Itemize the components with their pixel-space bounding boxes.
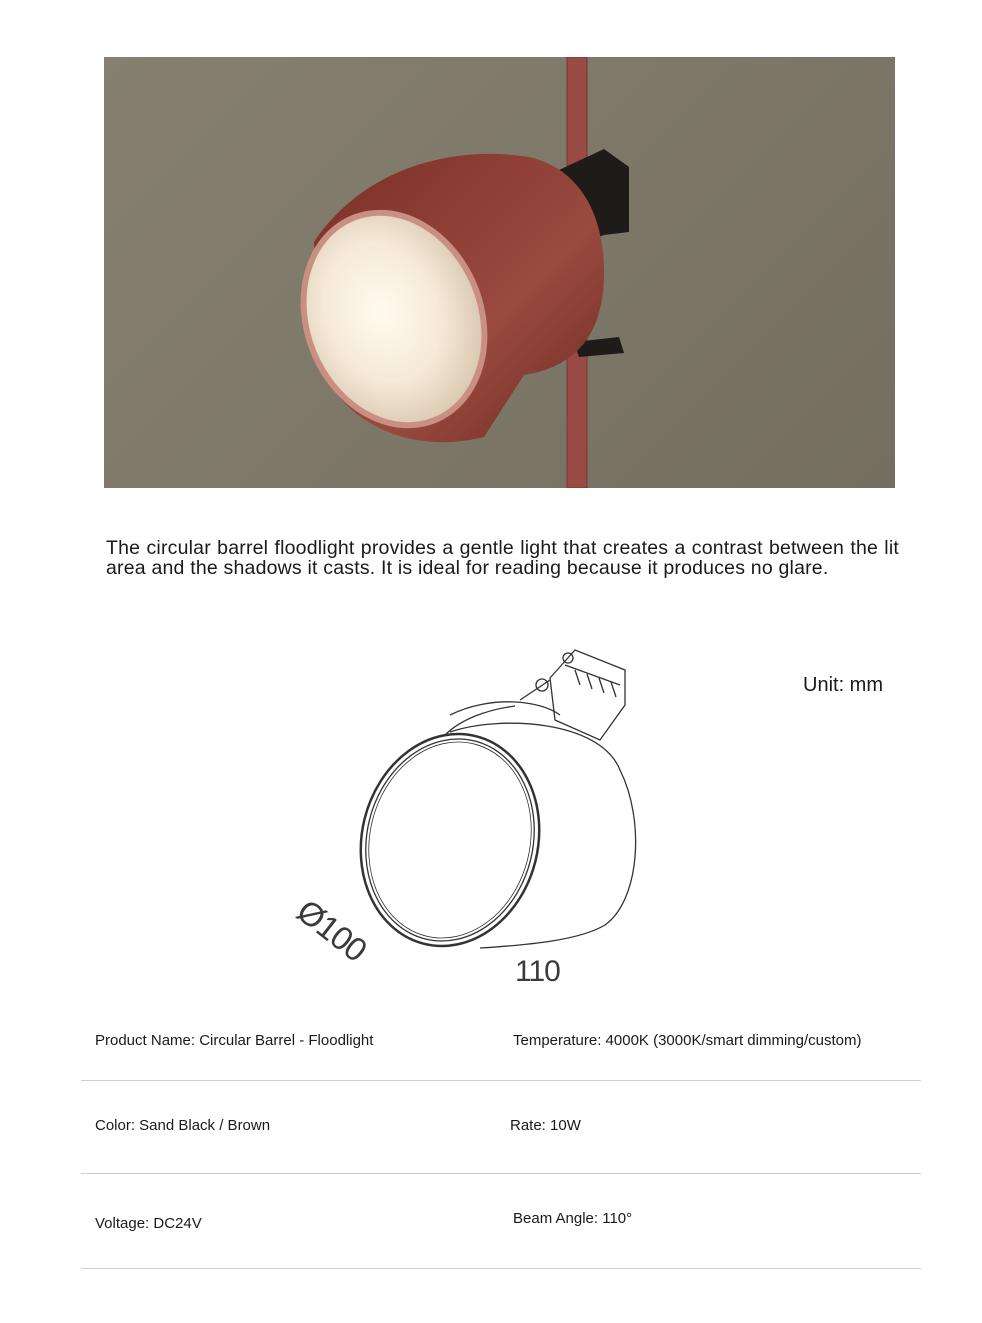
unit-label: Unit: mm — [803, 674, 883, 696]
length-dimension: 110 — [515, 955, 560, 988]
spec-voltage: Voltage: DC24V — [95, 1215, 202, 1232]
diameter-dimension: Ø100 — [290, 892, 374, 969]
spec-row — [81, 1174, 921, 1269]
spec-rate: Rate: 10W — [510, 1117, 581, 1134]
spec-temperature: Temperature: 4000K (3000K/smart dimming/custom) — [513, 1032, 862, 1049]
product-photo — [104, 57, 895, 488]
product-description: The circular barrel floodlight provides a gentle light that creates a contrast between the lit area and the shadows it casts. It is ideal for reading because it produces no glare. — [106, 537, 899, 579]
spec-beam-angle: Beam Angle: 110° — [513, 1210, 633, 1227]
spec-product-name: Product Name: Circular Barrel - Floodlight — [95, 1032, 374, 1049]
spec-color: Color: Sand Black / Brown — [95, 1117, 271, 1134]
